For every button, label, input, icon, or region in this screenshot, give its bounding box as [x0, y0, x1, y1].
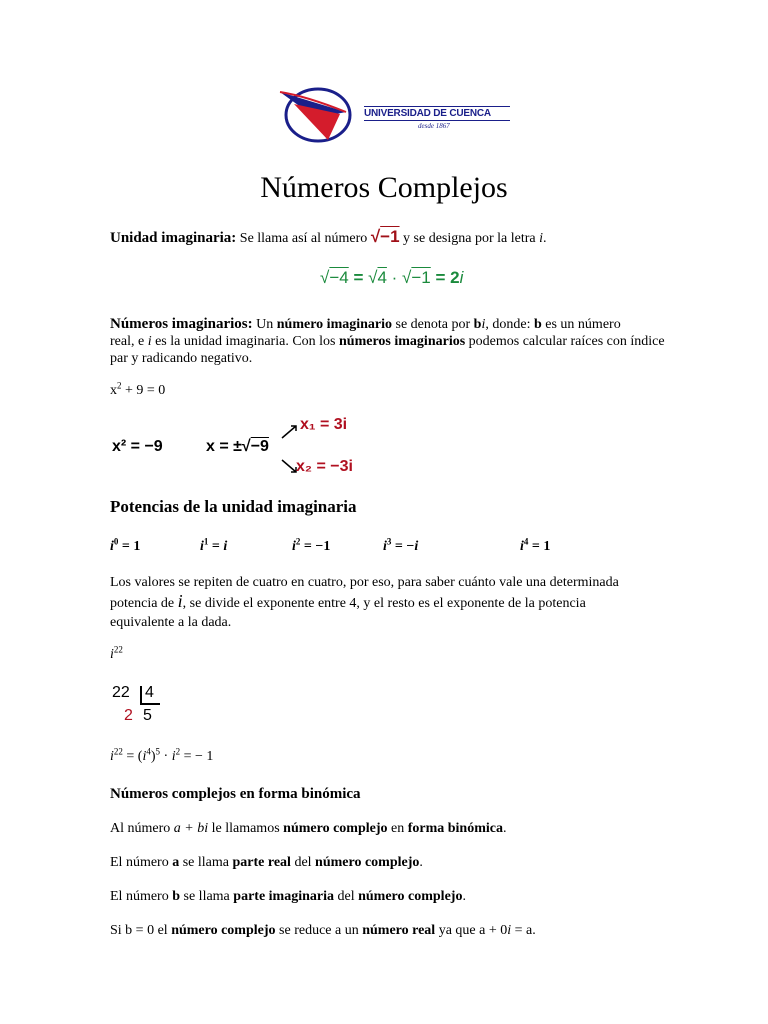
- unidad-text: Se llama así al número: [236, 231, 371, 246]
- unidad-text-2: y se designa por la letra: [399, 231, 540, 246]
- division-bar-vertical: [140, 686, 142, 704]
- binomica-line-2: El número a se llama parte real del número complejo.: [110, 855, 423, 870]
- power-i1: $i^1 = i$: [200, 536, 228, 554]
- i22-result: $i^{22} = (i^4)^5 \cdot i^2$ = − 1: [110, 746, 214, 764]
- division-bar-horizontal: [140, 703, 160, 705]
- logo-rule-bottom: [364, 120, 510, 121]
- logo-emblem-icon: [276, 84, 366, 146]
- page-title: Números Complejos: [260, 171, 508, 204]
- solution-x2: x₂ = −3i: [296, 458, 353, 475]
- sqrt-equation: √−4 = √4 · √−1 = 2i: [320, 268, 464, 287]
- power-i2: $i^2 = -1$: [292, 536, 331, 554]
- unidad-heading: Unidad imaginaria:: [110, 230, 237, 246]
- numeros-imaginarios-paragraph: Números imaginarios: Un número imaginario se denota por bi, donde: b es un número real, e i es la unidad imaginaria. Con los números imaginarios podemos calcular raíces con índice par y radicando negativo.: [110, 316, 670, 367]
- potencias-heading: Potencias de la unidad imaginaria: [110, 497, 357, 516]
- power-i4: $i^4 = 1$: [520, 536, 551, 554]
- division-remainder: 2: [124, 707, 133, 724]
- division-divisor: 4: [145, 684, 154, 701]
- power-i3: $i^3 = -i$: [383, 536, 419, 554]
- power-i0: $i^0 = 1$: [110, 536, 141, 554]
- binomica-line-3: El número b se llama parte imaginaria del número complejo.: [110, 889, 466, 904]
- equation-x2-plus-9: $x^2 + 9 = 0$: [110, 380, 166, 398]
- imaginarios-line-3: par y radicando negativo.: [110, 351, 253, 366]
- unidad-letter: i: [539, 231, 543, 246]
- unidad-period: .: [543, 231, 547, 246]
- imaginarios-heading: Números imaginarios:: [110, 316, 253, 332]
- i-power-22: $i^{22}$: [110, 644, 123, 662]
- binomica-heading: Números complejos en forma binómica: [110, 786, 361, 802]
- university-logo: [276, 84, 516, 146]
- unidad-imaginaria-paragraph: [110, 228, 547, 247]
- sqrt-minus-one: √−1: [370, 227, 400, 246]
- logo-rule-top: [364, 106, 510, 107]
- potencias-paragraph: Los valores se repiten de cuatro en cuatro, por eso, para saber cuánto vale una determinada potencia de i, se divide el exponente entre 4, y el resto es el exponente de la potencia equivalente a la dada.: [110, 575, 619, 630]
- logo-subtitle: desde 1867: [418, 122, 450, 130]
- equation-x2-minus-9: x² = −9: [112, 438, 163, 455]
- binomica-line-4: Si b = 0 el número complejo se reduce a un número real ya que a + 0i = a.: [110, 923, 536, 938]
- binomica-line-1: Al número a + bi le llamamos número complejo en forma binómica.: [110, 821, 507, 836]
- logo-name: UNIVERSIDAD DE CUENCA: [364, 108, 491, 119]
- division-diagram: [112, 684, 172, 726]
- equation-x-plusminus: x = ±√−9: [206, 438, 269, 455]
- solution-x1: x₁ = 3i: [300, 416, 348, 433]
- division-quotient: 5: [143, 707, 152, 724]
- division-dividend: 22: [112, 684, 130, 701]
